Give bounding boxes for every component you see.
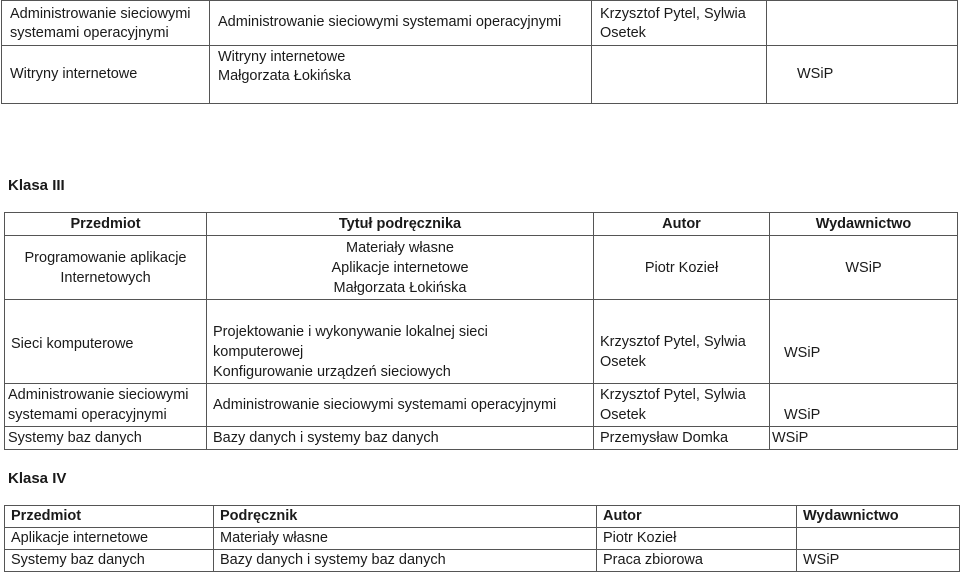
cell-subject: Administrowanie sieciowymi systemami operacyjnymi bbox=[5, 384, 207, 427]
cell-subject: Systemy baz danych bbox=[5, 427, 207, 450]
cell-subject: Sieci komputerowe bbox=[5, 300, 207, 384]
table-row bbox=[5, 236, 958, 300]
table-row bbox=[2, 1, 958, 46]
cell-publisher: WSiP bbox=[770, 427, 958, 450]
cell-title: Witryny internetowe Małgorzata Łokińska bbox=[210, 46, 592, 104]
cell-author: Piotr Kozieł bbox=[597, 528, 797, 550]
header-autor: Autor bbox=[594, 213, 770, 236]
cell-publisher: WSiP bbox=[770, 384, 958, 427]
cell-title: Projektowanie i wykonywanie lokalnej sieci komputerowej Konfigurowanie urządzeń sieciowych bbox=[207, 300, 594, 384]
cell-publisher bbox=[767, 1, 958, 46]
cell-subject: Aplikacje internetowe bbox=[5, 528, 214, 550]
table-row bbox=[5, 427, 958, 450]
cell-author: Przemysław Domka bbox=[594, 427, 770, 450]
cell-author: Praca zbiorowa bbox=[597, 550, 797, 572]
cell-title: Bazy danych i systemy baz danych bbox=[214, 550, 597, 572]
klasa-3-table bbox=[4, 212, 958, 450]
header-wydawnictwo: Wydawnictwo bbox=[797, 506, 960, 528]
table-row bbox=[5, 300, 958, 384]
header-przedmiot: Przedmiot bbox=[5, 506, 214, 528]
section-heading-klasa-3: Klasa III bbox=[8, 177, 65, 194]
cell-publisher: WSiP bbox=[767, 46, 958, 104]
cell-publisher: WSiP bbox=[770, 300, 958, 384]
table-header-row bbox=[5, 213, 958, 236]
cell-title: Administrowanie sieciowymi systemami operacyjnymi bbox=[207, 384, 594, 427]
klasa-4-table bbox=[4, 505, 960, 572]
table-row bbox=[5, 384, 958, 427]
cell-publisher: WSiP bbox=[797, 550, 960, 572]
header-przedmiot: Przedmiot bbox=[5, 213, 207, 236]
cell-author: Krzysztof Pytel, Sylwia Osetek bbox=[594, 384, 770, 427]
cell-subject: Programowanie aplikacje Internetowych bbox=[5, 236, 207, 300]
header-podrecznik: Podręcznik bbox=[214, 506, 597, 528]
header-autor: Autor bbox=[597, 506, 797, 528]
cell-subject: Administrowanie sieciowymi systemami operacyjnymi bbox=[2, 1, 210, 46]
table-row bbox=[2, 46, 958, 104]
cell-author: Krzysztof Pytel, Sylwia Osetek bbox=[594, 300, 770, 384]
cell-author bbox=[592, 46, 767, 104]
top-table bbox=[1, 0, 958, 104]
cell-publisher: WSiP bbox=[770, 236, 958, 300]
cell-title: Bazy danych i systemy baz danych bbox=[207, 427, 594, 450]
cell-author: Piotr Kozieł bbox=[594, 236, 770, 300]
cell-title: Materiały własne bbox=[214, 528, 597, 550]
cell-subject: Systemy baz danych bbox=[5, 550, 214, 572]
cell-title: Administrowanie sieciowymi systemami operacyjnymi bbox=[210, 1, 592, 46]
cell-title: Materiały własne Aplikacje internetowe Małgorzata Łokińska bbox=[207, 236, 594, 300]
table-row bbox=[5, 528, 960, 550]
table-row bbox=[5, 550, 960, 572]
cell-author: Krzysztof Pytel, Sylwia Osetek bbox=[592, 1, 767, 46]
header-wydawnictwo: Wydawnictwo bbox=[770, 213, 958, 236]
cell-publisher bbox=[797, 528, 960, 550]
header-tytul: Tytuł podręcznika bbox=[207, 213, 594, 236]
table-header-row bbox=[5, 506, 960, 528]
section-heading-klasa-4: Klasa IV bbox=[8, 470, 67, 487]
cell-subject: Witryny internetowe bbox=[2, 46, 210, 104]
